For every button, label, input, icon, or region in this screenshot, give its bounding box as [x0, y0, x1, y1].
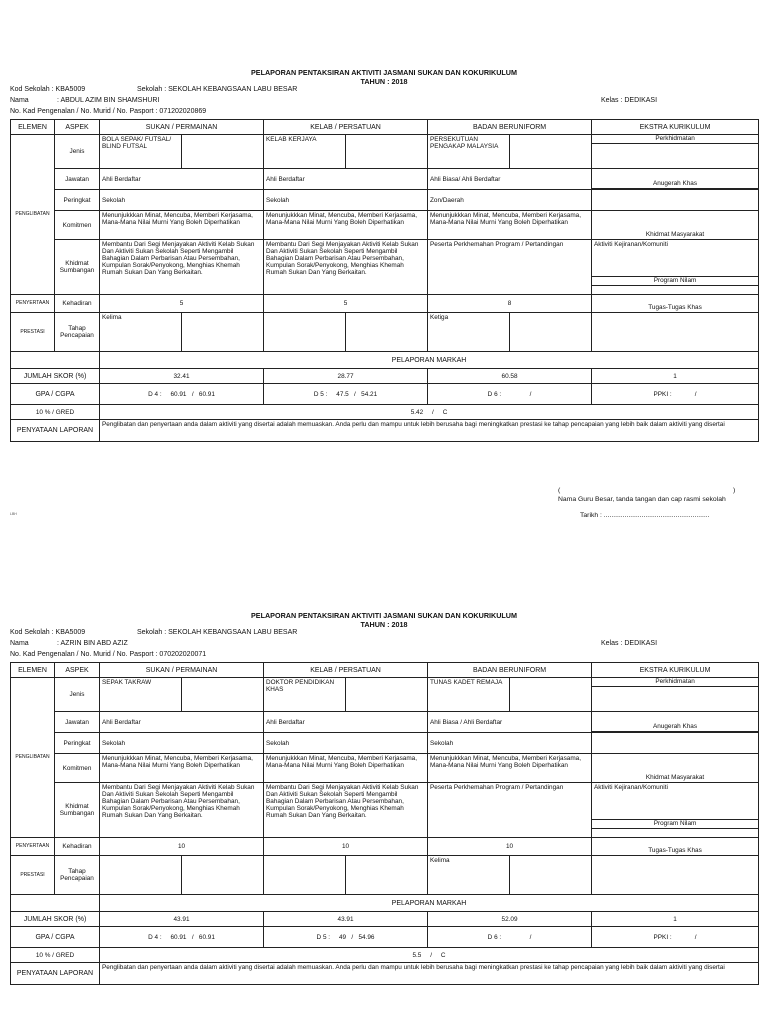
ek-kejiranan-label: Aktiviti Kejiranan/Komuniti: [592, 240, 758, 277]
kelab-jawatan: Ahli Berdaftar: [264, 169, 428, 190]
aspek-tahap: Tahap Pencapaian: [55, 313, 100, 352]
sig-open: (: [558, 487, 561, 494]
ek-khidmat-label: Khidmat Masyarakat: [645, 774, 705, 781]
kelab-kehadiran: 5: [264, 295, 428, 313]
gpa-label: GPA / CGPA: [11, 927, 100, 948]
badan-jawatan: Ahli Biasa/ Ahli Berdaftar: [428, 169, 592, 190]
badan-tahap: Kelima: [428, 856, 510, 895]
kelab-jawatan: Ahli Berdaftar: [264, 712, 428, 733]
gpa-d6: [428, 384, 592, 405]
gpa-d5: [264, 384, 428, 405]
ek-khidmat-label: Khidmat Masyarakat: [645, 231, 705, 238]
pelaporan-markah: PELAPORAN MARKAH: [100, 352, 759, 369]
badan-khidmat: Peserta Perkhemahan Program / Pertandingan: [428, 240, 592, 295]
badan-kehadiran: 8: [428, 295, 592, 313]
d6-label: D 6 :: [487, 390, 502, 398]
school-label: Sekolah :: [137, 86, 167, 93]
sukan-khidmat: Membantu Dari Segi Menjayakan Aktiviti Kelab Sukan Dan Aktiviti Sukan Sekolah Seperti Mengambil Bahagian Dalam Perbarisan Atau Persembahan, Kumpulan Sorak/Penyokong, Menghias Khemah Rumah Sukan Dan Yang Berkaitan.: [100, 240, 264, 295]
pelaporan-markah: PELAPORAN MARKAH: [100, 895, 759, 912]
aspek-jenis: Jenis: [55, 135, 100, 169]
d4-label: D 4 :: [148, 933, 162, 941]
gred-slash: /: [430, 951, 433, 959]
ppki-label: PPKI :: [653, 933, 672, 941]
sukan-peringkat: Sekolah: [100, 190, 264, 211]
report-year: [0, 620, 768, 629]
ek-tugas-label: Tugas-Tugas Khas: [648, 304, 702, 311]
elemen-prestasi: PRESTASI: [11, 313, 55, 352]
sukan-tahap-blank: [182, 856, 264, 895]
kelab-tahap-blank: [346, 856, 428, 895]
ekstra-anugerah: [592, 712, 759, 733]
school-code-label: Kod Sekolah :: [10, 629, 54, 636]
sukan-tahap-blank: [182, 313, 264, 352]
ekstra-perkhidmatan: [592, 135, 759, 169]
ekstra-perkhidmatan: [592, 678, 759, 712]
col-badan: BADAN BERUNIFORM: [428, 120, 592, 135]
aspek-kehadiran: Kehadiran: [55, 295, 100, 313]
gpa-ppki: [592, 927, 759, 948]
kelab-jenis: DOKTOR PENDIDIKAN KHAS: [264, 678, 346, 712]
d4-slash: /: [191, 933, 194, 941]
ekstra-kejiranan: [592, 240, 759, 295]
ppki-label: PPKI :: [653, 390, 672, 398]
penyataan-text: Penglibatan dan penyertaan anda dalam aktiviti yang disertai adalah memuaskan. Anda perlu dan mampu untuk lebih berusaha bagi meningkatkan prestasi ke tahap pencapaian yang lebih baik dalam aktiviti yang disertai: [100, 963, 759, 985]
school-name: [137, 628, 297, 637]
badan-khidmat: Peserta Perkhemahan Program / Pertandingan: [428, 783, 592, 838]
gpa-d4: [100, 927, 264, 948]
ek-kejiranan-label: Aktiviti Kejiranan/Komuniti: [592, 783, 758, 820]
elemen-penyertaan: PENYERTAAN: [11, 838, 55, 856]
ek-nilam-label: Program Nilam: [592, 277, 758, 286]
aspek-peringkat: Peringkat: [55, 190, 100, 211]
badan-jenis: TUNAS KADET REMAJA: [428, 678, 510, 712]
d4-b: 60.91: [198, 933, 215, 941]
report-title: PELAPORAN PENTAKSIRAN AKTIVITI JASMANI SUKAN DAN KOKURIKULUM: [251, 611, 517, 620]
ekstra-blank-2: [592, 856, 759, 895]
penyataan-text: Penglibatan dan penyertaan anda dalam aktiviti yang disertai adalah memuaskan. Anda perlu dan mampu untuk lebih berusaha bagi meningkatkan prestasi ke tahap pencapaian yang lebih baik dalam aktiviti yang disertai: [100, 420, 759, 442]
blank-left: [11, 352, 100, 369]
ekstra-khidmat: [592, 754, 759, 783]
d5-a: 49: [338, 933, 347, 941]
ekstra-tugas: [592, 838, 759, 856]
d5-slash: /: [351, 933, 354, 941]
school-code: [10, 85, 85, 94]
sig-text: Nama Guru Besar, tanda tangan dan cap rasmi sekolah: [558, 496, 726, 503]
gred-slash: /: [432, 408, 434, 416]
col-kelab: KELAB / PERSATUAN: [264, 663, 428, 678]
badan-tahap-blank: [510, 856, 592, 895]
sukan-komitmen: Menunjukkkan Minat, Mencuba, Memberi Kerjasama, Mana-Mana Nilai Murni Yang Boleh Diperhatikan: [100, 211, 264, 240]
badan-peringkat: Sekolah: [428, 733, 592, 754]
ekstra-blank-2: [592, 313, 759, 352]
badan-jenis-blank: [510, 678, 592, 712]
badan-jawatan: Ahli Biasa / Ahli Berdaftar: [428, 712, 592, 733]
sukan-jenis-blank: [182, 678, 264, 712]
d4-a: 60.91: [170, 933, 187, 941]
sukan-jenis: BOLA SEPAK/ FUTSAL/ BLIND FUTSAL: [100, 135, 182, 169]
aspek-jawatan: Jawatan: [55, 169, 100, 190]
id-value: 071202020869: [159, 108, 207, 115]
elemen-penyertaan: PENYERTAAN: [11, 295, 55, 313]
school-code-value: KBA5009: [55, 86, 86, 93]
badan-jenis: PERSEKUTUAN PENGAKAP MALAYSIA: [428, 135, 510, 169]
elemen-prestasi: PRESTASI: [11, 856, 55, 895]
class-info: [601, 639, 657, 648]
id-label: No. Kad Pengenalan / No. Murid / No. Pasport :: [10, 651, 158, 658]
d6-slash: /: [529, 390, 532, 398]
elemen-penglibatan: PENGLIBATAN: [11, 678, 55, 838]
sukan-tahap: Kelima: [100, 313, 182, 352]
gred-value: 5.42: [410, 408, 424, 416]
year-label: TAHUN :: [360, 620, 390, 629]
col-sukan: SUKAN / PERMAINAN: [100, 120, 264, 135]
footer-tiny: LBH: [10, 512, 17, 516]
d6-slash: /: [529, 933, 532, 941]
aspek-kehadiran: Kehadiran: [55, 838, 100, 856]
sukan-komitmen: Menunjukkkan Minat, Mencuba, Memberi Kerjasama, Mana-Mana Nilai Murni Yang Boleh Diperhatikan: [100, 754, 264, 783]
class-value: DEDIKASI: [624, 97, 658, 104]
d5-b: 54.96: [358, 933, 375, 941]
d4-label: D 4 :: [148, 390, 162, 398]
ppki-slash: /: [694, 390, 697, 398]
ek-nilam-label: Program Nilam: [592, 820, 758, 829]
d4-slash: /: [191, 390, 194, 398]
aspek-tahap: Tahap Pencapaian: [55, 856, 100, 895]
skor-ekstra: 1: [592, 912, 759, 927]
ek-anugerah-label: Anugerah Khas: [592, 180, 758, 189]
aspek-khidmat: Khidmat Sumbangan: [55, 783, 100, 838]
sukan-tahap: [100, 856, 182, 895]
badan-komitmen: Menunjukkkan Minat, Mencuba, Memberi Kerjasama, Mana-Mana Nilai Murni Yang Boleh Diperhatikan: [428, 754, 592, 783]
ek-tugas-label: Tugas-Tugas Khas: [648, 847, 702, 854]
school-value: SEKOLAH KEBANGSAAN LABU BESAR: [168, 629, 298, 636]
school-code: [10, 628, 85, 637]
jumlah-skor-label: JUMLAH SKOR (%): [11, 912, 100, 927]
badan-kehadiran: 10: [428, 838, 592, 856]
ek-anugerah-label: Anugerah Khas: [592, 723, 758, 732]
kelab-komitmen: Menunjukkkan Minat, Mencuba, Memberi Kerjasama, Mana-Mana Nilai Murni Yang Boleh Diperhatikan: [264, 211, 428, 240]
aspek-khidmat: Khidmat Sumbangan: [55, 240, 100, 295]
sig-close: ): [733, 487, 736, 494]
kelab-peringkat: Sekolah: [264, 733, 428, 754]
gpa-d6: [428, 927, 592, 948]
student-name-value: : AZRIN BIN ABD AZIZ: [57, 640, 128, 647]
skor-ekstra: 1: [592, 369, 759, 384]
report-title: PELAPORAN PENTAKSIRAN AKTIVITI JASMANI SUKAN DAN KOKURIKULUM: [251, 68, 517, 77]
penyataan-label: PENYATAAN LAPORAN: [11, 963, 100, 985]
kelab-tahap: [264, 313, 346, 352]
d5-slash: /: [354, 390, 356, 398]
id-info: [10, 107, 206, 116]
d4-a: 60.91: [170, 390, 187, 398]
year-value: 2018: [391, 77, 408, 86]
blank-left: [11, 895, 100, 912]
aspek-jawatan: Jawatan: [55, 712, 100, 733]
sukan-jawatan: Ahli Berdaftar: [100, 169, 264, 190]
ekstra-blank-1: [592, 733, 759, 754]
gred-label: 10 % / GRED: [11, 948, 100, 963]
kelab-komitmen: Menunjukkkan Minat, Mencuba, Memberi Kerjasama, Mana-Mana Nilai Murni Yang Boleh Diperhatikan: [264, 754, 428, 783]
class-value: DEDIKASI: [624, 640, 658, 647]
sukan-kehadiran: 10: [100, 838, 264, 856]
skor-badan: 52.09: [428, 912, 592, 927]
sukan-peringkat: Sekolah: [100, 733, 264, 754]
student-name-label: Nama: [10, 640, 29, 647]
ekstra-kejiranan: [592, 783, 759, 838]
kelab-tahap-blank: [346, 313, 428, 352]
gpa-d4: [100, 384, 264, 405]
col-aspek: ASPEK: [55, 120, 100, 135]
assessment-table: [10, 662, 759, 985]
class-label: Kelas :: [601, 97, 623, 104]
year-label: TAHUN :: [360, 77, 390, 86]
id-info: [10, 650, 206, 659]
gred-value-cell: [100, 948, 759, 963]
school-code-value: KBA5009: [55, 629, 86, 636]
col-elemen: ELEMEN: [11, 663, 55, 678]
student-name-label: Nama: [10, 97, 29, 104]
kelab-peringkat: Sekolah: [264, 190, 428, 211]
year-value: 2018: [391, 620, 408, 629]
d6-label: D 6 :: [487, 933, 502, 941]
school-code-label: Kod Sekolah :: [10, 86, 54, 93]
ekstra-khidmat: [592, 211, 759, 240]
gpa-label: GPA / CGPA: [11, 384, 100, 405]
kelab-khidmat: Membantu Dari Segi Menjayakan Aktiviti Kelab Sukan Dan Aktiviti Sukan Sekolah Seperti Mengambil Bahagian Dalam Perbarisan Atau Persembahan, Kumpulan Sorak/Penyokong, Menghias Khemah Rumah Sukan Dan Yang Berkaitan.: [264, 783, 428, 838]
col-ekstra: EKSTRA KURIKULUM: [592, 663, 759, 678]
col-kelab: KELAB / PERSATUAN: [264, 120, 428, 135]
d5-label: D 5 :: [313, 390, 328, 398]
gred-label: 10 % / GRED: [11, 405, 100, 420]
d5-b: 54.21: [361, 390, 378, 398]
ekstra-blank-1: [592, 190, 759, 211]
aspek-jenis: Jenis: [55, 678, 100, 712]
sukan-kehadiran: 5: [100, 295, 264, 313]
assessment-table: [10, 119, 759, 442]
ppki-slash: /: [694, 933, 697, 941]
id-value: 070202020071: [159, 651, 207, 658]
col-ekstra: EKSTRA KURIKULUM: [592, 120, 759, 135]
tarikh: Tarikh : ........................................................: [580, 512, 710, 519]
report-year: [0, 77, 768, 86]
elemen-penglibatan: PENGLIBATAN: [11, 135, 55, 295]
gpa-d5: [264, 927, 428, 948]
student-name-value: : ABDUL AZIM BIN SHAMSHURI: [57, 97, 160, 104]
sukan-khidmat: Membantu Dari Segi Menjayakan Aktiviti Kelab Sukan Dan Aktiviti Sukan Sekolah Seperti Mengambil Bahagian Dalam Perbarisan Atau Persembahan, Kumpulan Sorak/Penyokong, Menghias Khemah Rumah Sukan Dan Yang Berkaitan.: [100, 783, 264, 838]
kelab-tahap: [264, 856, 346, 895]
skor-sukan: 32.41: [100, 369, 264, 384]
class-label: Kelas :: [601, 640, 623, 647]
col-badan: BADAN BERUNIFORM: [428, 663, 592, 678]
school-name: [137, 85, 297, 94]
gred-letter: C: [440, 951, 446, 959]
sukan-jenis-blank: [182, 135, 264, 169]
skor-kelab: 43.91: [264, 912, 428, 927]
ekstra-anugerah: [592, 169, 759, 190]
kelab-jenis-blank: [346, 135, 428, 169]
gred-letter: C: [442, 408, 448, 416]
skor-badan: 60.58: [428, 369, 592, 384]
aspek-komitmen: Komitmen: [55, 211, 100, 240]
sukan-jenis: SEPAK TAKRAW: [100, 678, 182, 712]
kelab-jenis-blank: [346, 678, 428, 712]
jumlah-skor-label: JUMLAH SKOR (%): [11, 369, 100, 384]
kelab-kehadiran: 10: [264, 838, 428, 856]
id-label: No. Kad Pengenalan / No. Murid / No. Pasport :: [10, 108, 158, 115]
school-value: SEKOLAH KEBANGSAAN LABU BESAR: [168, 86, 298, 93]
d4-b: 60.91: [198, 390, 215, 398]
class-info: [601, 96, 657, 105]
col-aspek: ASPEK: [55, 663, 100, 678]
badan-jenis-blank: [510, 135, 592, 169]
penyataan-label: PENYATAAN LAPORAN: [11, 420, 100, 442]
kelab-khidmat: Membantu Dari Segi Menjayakan Aktiviti Kelab Sukan Dan Aktiviti Sukan Sekolah Seperti Mengambil Bahagian Dalam Perbarisan Atau Persembahan, Kumpulan Sorak/Penyokong, Menghias Khemah Rumah Sukan Dan Yang Berkaitan.: [264, 240, 428, 295]
badan-tahap-blank: [510, 313, 592, 352]
gred-value-cell: [100, 405, 759, 420]
skor-sukan: 43.91: [100, 912, 264, 927]
sukan-jawatan: Ahli Berdaftar: [100, 712, 264, 733]
col-elemen: ELEMEN: [11, 120, 55, 135]
gpa-ppki: [592, 384, 759, 405]
aspek-komitmen: Komitmen: [55, 754, 100, 783]
d5-a: 47.5: [336, 390, 349, 398]
col-sukan: SUKAN / PERMAINAN: [100, 663, 264, 678]
kelab-jenis: KELAB KERJAYA: [264, 135, 346, 169]
ek-perkhidmatan-label: Perkhidmatan: [592, 135, 758, 144]
d5-label: D 5 :: [316, 933, 331, 941]
ekstra-tugas: [592, 295, 759, 313]
gred-value: 5.5: [412, 951, 422, 959]
aspek-peringkat: Peringkat: [55, 733, 100, 754]
ek-perkhidmatan-label: Perkhidmatan: [592, 678, 758, 687]
skor-kelab: 28.77: [264, 369, 428, 384]
school-label: Sekolah :: [137, 629, 167, 636]
badan-peringkat: Zon/Daerah: [428, 190, 592, 211]
badan-tahap: Ketiga: [428, 313, 510, 352]
badan-komitmen: Menunjukkkan Minat, Mencuba, Memberi Kerjasama, Mana-Mana Nilai Murni Yang Boleh Diperhatikan: [428, 211, 592, 240]
